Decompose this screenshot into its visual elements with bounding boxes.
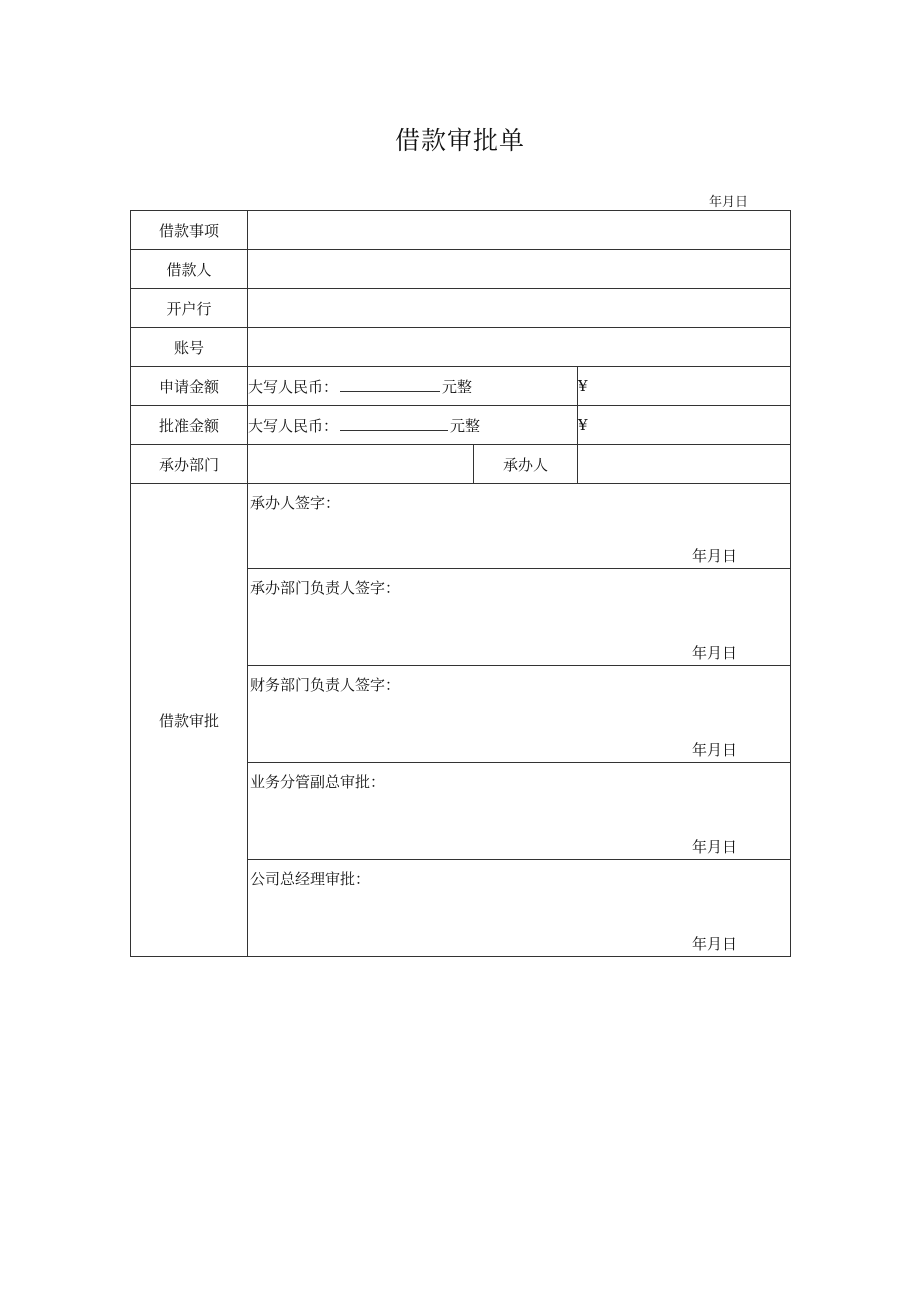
approval-dept-head-signature[interactable] <box>248 569 791 666</box>
approval-date: 年月日 <box>692 935 738 953</box>
approval-caption: 承办部门负责人签字： <box>250 579 401 597</box>
borrower-field[interactable] <box>248 250 791 289</box>
applied-yen-sign: ¥ <box>578 377 588 395</box>
account-field[interactable] <box>248 328 791 367</box>
approved-amount-blank[interactable] <box>340 416 448 431</box>
applied-amount-rmb-field[interactable] <box>248 367 578 406</box>
approval-date: 年月日 <box>692 547 738 565</box>
row-department <box>131 445 791 484</box>
row-approval-1 <box>131 484 791 569</box>
bank-field[interactable] <box>248 289 791 328</box>
applied-amount-blank[interactable] <box>340 377 440 392</box>
applied-amount-label: 申请金额 <box>131 367 248 406</box>
form-date: 年月日 <box>709 195 749 210</box>
row-applied-amount <box>131 367 791 406</box>
loan-matter-field[interactable] <box>248 211 791 250</box>
approval-date: 年月日 <box>692 644 738 662</box>
approval-gm-signature[interactable] <box>248 860 791 957</box>
approved-yen-sign: ¥ <box>578 416 588 434</box>
approved-amount-rmb-field[interactable] <box>248 406 578 445</box>
approved-amount-label: 批准金额 <box>131 406 248 445</box>
approval-caption: 财务部门负责人签字： <box>250 676 401 694</box>
approval-date: 年月日 <box>692 838 738 856</box>
bank-label: 开户行 <box>131 289 248 328</box>
applied-rmb-suffix: 元整 <box>442 377 473 396</box>
row-bank <box>131 289 791 328</box>
row-approved-amount <box>131 406 791 445</box>
department-field[interactable] <box>248 445 474 484</box>
approval-caption: 公司总经理审批： <box>250 870 371 888</box>
loan-matter-label: 借款事项 <box>131 211 248 250</box>
approval-caption: 业务分管副总审批： <box>250 773 386 791</box>
approved-amount-yen-field[interactable] <box>578 406 791 445</box>
applied-amount-yen-field[interactable] <box>578 367 791 406</box>
department-label: 承办部门 <box>131 445 248 484</box>
approval-vp-signature[interactable] <box>248 763 791 860</box>
loan-approval-label: 借款审批 <box>131 484 248 957</box>
account-label: 账号 <box>131 328 248 367</box>
row-borrower <box>131 250 791 289</box>
row-loan-matter <box>131 211 791 250</box>
approval-handler-signature[interactable] <box>248 484 791 569</box>
approval-date: 年月日 <box>692 741 738 759</box>
handler-field[interactable] <box>578 445 791 484</box>
applied-rmb-prefix: 大写人民币： <box>248 377 339 396</box>
approved-rmb-suffix: 元整 <box>450 416 481 435</box>
approved-rmb-prefix: 大写人民币： <box>248 416 339 435</box>
approval-finance-head-signature[interactable] <box>248 666 791 763</box>
borrower-label: 借款人 <box>131 250 248 289</box>
loan-approval-table <box>130 210 791 957</box>
handler-label: 承办人 <box>474 445 578 484</box>
approval-caption: 承办人签字： <box>250 494 341 512</box>
form-title: 借款审批单 <box>394 126 525 155</box>
row-account <box>131 328 791 367</box>
